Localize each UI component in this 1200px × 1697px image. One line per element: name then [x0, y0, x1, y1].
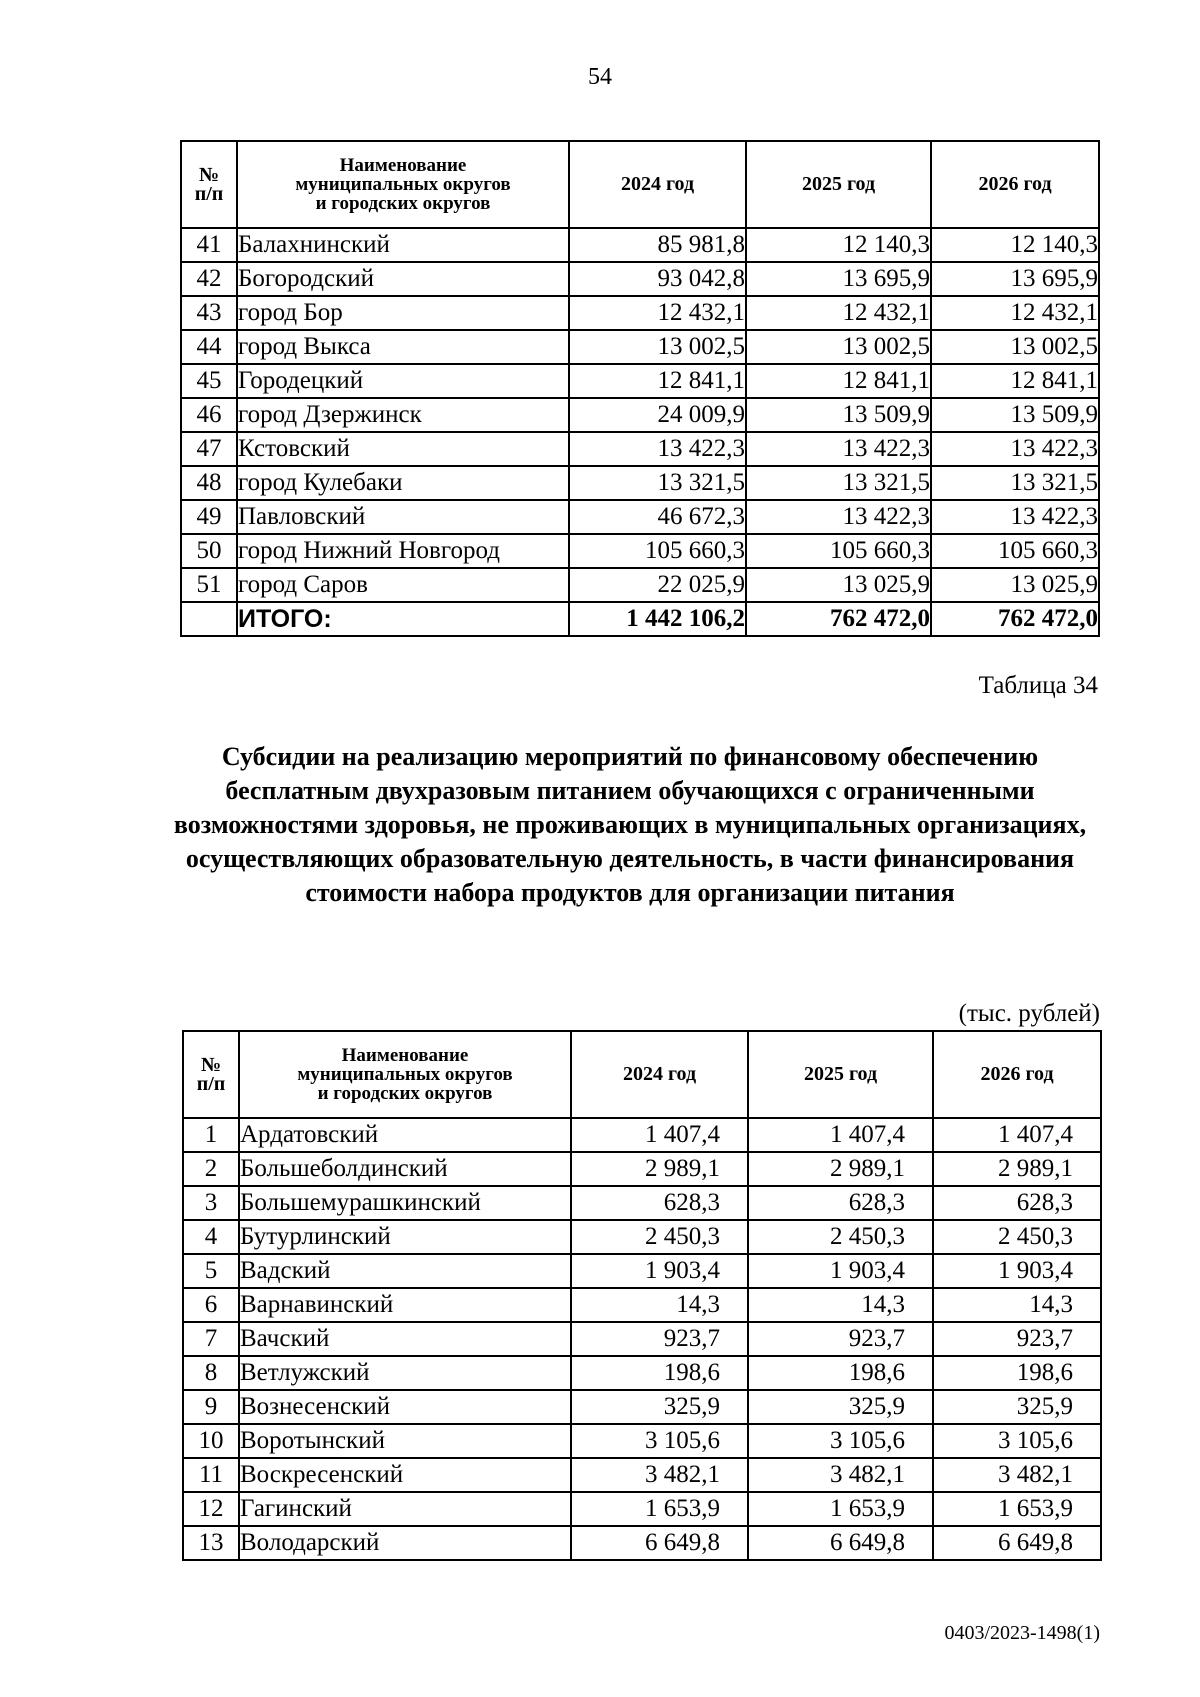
row-municipality: Ардатовский	[239, 1118, 571, 1152]
row-number: 45	[181, 364, 237, 398]
table-row	[181, 568, 1099, 602]
row-number: 47	[181, 432, 237, 466]
row-value-2024: 3 482,1	[571, 1458, 748, 1492]
table-allocations-continued	[180, 140, 1100, 637]
row-value-2024: 13 321,5	[569, 466, 746, 500]
row-value-2024: 12 432,1	[569, 296, 746, 330]
table-row	[183, 1152, 1101, 1186]
row-value-2024: 24 009,9	[569, 398, 746, 432]
row-value-2026: 12 432,1	[931, 296, 1099, 330]
row-number: 43	[181, 296, 237, 330]
row-value-2025: 628,3	[748, 1186, 933, 1220]
row-value-2026: 12 841,1	[931, 364, 1099, 398]
row-value-2024: 1 407,4	[571, 1118, 748, 1152]
row-municipality: Воскресенский	[239, 1458, 571, 1492]
table-row	[183, 1118, 1101, 1152]
row-value-2026: 2 450,3	[933, 1220, 1101, 1254]
row-value-2024: 923,7	[571, 1322, 748, 1356]
row-number: 42	[181, 262, 237, 296]
row-municipality: Володарский	[239, 1526, 571, 1560]
header-2024: 2024 год	[569, 141, 746, 228]
row-value-2026: 13 422,3	[931, 432, 1099, 466]
table-row	[181, 330, 1099, 364]
row-value-2025: 923,7	[748, 1322, 933, 1356]
row-number: 41	[181, 228, 237, 262]
table-row	[183, 1186, 1101, 1220]
row-value-2026: 6 649,8	[933, 1526, 1101, 1560]
row-value-2024: 198,6	[571, 1356, 748, 1390]
row-value-2026: 198,6	[933, 1356, 1101, 1390]
row-value-2025: 1 903,4	[748, 1254, 933, 1288]
row-value-2024: 46 672,3	[569, 500, 746, 534]
row-number: 10	[183, 1424, 239, 1458]
row-value-2025: 12 432,1	[746, 296, 931, 330]
row-value-2025: 1 407,4	[748, 1118, 933, 1152]
row-value-2025: 13 422,3	[746, 432, 931, 466]
row-value-2025: 105 660,3	[746, 534, 931, 568]
row-value-2026: 13 002,5	[931, 330, 1099, 364]
total-value-2026: 762 472,0	[931, 602, 1099, 636]
table-label: Таблица 34	[978, 672, 1098, 699]
table-row	[181, 262, 1099, 296]
row-value-2024: 325,9	[571, 1390, 748, 1424]
row-value-2024: 22 025,9	[569, 568, 746, 602]
row-municipality: Богородский	[237, 262, 569, 296]
row-value-2026: 628,3	[933, 1186, 1101, 1220]
row-municipality: Воротынский	[239, 1424, 571, 1458]
row-number: 46	[181, 398, 237, 432]
row-value-2025: 2 450,3	[748, 1220, 933, 1254]
row-municipality: город Кулебаки	[237, 466, 569, 500]
page-number: 54	[588, 64, 612, 90]
row-municipality: Большеболдинский	[239, 1152, 571, 1186]
row-value-2025: 13 695,9	[746, 262, 931, 296]
table-row	[183, 1526, 1101, 1560]
table-row	[183, 1424, 1101, 1458]
row-municipality: Варнавинский	[239, 1288, 571, 1322]
row-number: 7	[183, 1322, 239, 1356]
row-value-2025: 198,6	[748, 1356, 933, 1390]
row-number: 49	[181, 500, 237, 534]
row-value-2026: 13 025,9	[931, 568, 1099, 602]
row-municipality: Вачский	[239, 1322, 571, 1356]
table-header-row	[183, 1031, 1101, 1118]
row-number: 1	[183, 1118, 239, 1152]
row-municipality: город Бор	[237, 296, 569, 330]
row-value-2025: 12 140,3	[746, 228, 931, 262]
row-value-2025: 13 509,9	[746, 398, 931, 432]
row-number: 44	[181, 330, 237, 364]
row-number: 3	[183, 1186, 239, 1220]
table-row	[183, 1322, 1101, 1356]
header-municipality-name: Наименование муниципальных округов и городских округов	[237, 141, 569, 228]
table-row	[181, 228, 1099, 262]
row-value-2024: 1 653,9	[571, 1492, 748, 1526]
row-value-2025: 325,9	[748, 1390, 933, 1424]
row-value-2024: 14,3	[571, 1288, 748, 1322]
header-municipality-name: Наименование муниципальных округов и городских округов	[239, 1031, 571, 1118]
table-row	[181, 466, 1099, 500]
table-title: Субсидии на реализацию мероприятий по финансовому обеспечению бесплатным двухразовым питанием обучающихся с ограниченными возможностями здоровья, не проживающих в муниципальных организациях, осуществляющих образовательную деятельность, в части финансирования стоимости набора продуктов для организации питания	[173, 742, 1087, 907]
header-2024: 2024 год	[571, 1031, 748, 1118]
row-value-2026: 325,9	[933, 1390, 1101, 1424]
row-number: 13	[183, 1526, 239, 1560]
row-number: 9	[183, 1390, 239, 1424]
row-municipality: Городецкий	[237, 364, 569, 398]
table-header-row	[181, 141, 1099, 228]
row-value-2024: 93 042,8	[569, 262, 746, 296]
row-number: 5	[183, 1254, 239, 1288]
row-municipality: Бутурлинский	[239, 1220, 571, 1254]
header-2025: 2025 год	[748, 1031, 933, 1118]
units-label: (тыс. рублей)	[958, 1000, 1100, 1027]
table-row	[183, 1390, 1101, 1424]
row-municipality: Павловский	[237, 500, 569, 534]
row-value-2026: 14,3	[933, 1288, 1101, 1322]
row-value-2024: 3 105,6	[571, 1424, 748, 1458]
row-value-2025: 14,3	[748, 1288, 933, 1322]
table-subsidies-meals	[182, 1030, 1102, 1561]
table-row	[181, 500, 1099, 534]
row-value-2026: 13 695,9	[931, 262, 1099, 296]
table-row	[181, 398, 1099, 432]
row-value-2024: 12 841,1	[569, 364, 746, 398]
row-municipality: Вознесенский	[239, 1390, 571, 1424]
row-value-2026: 923,7	[933, 1322, 1101, 1356]
document-code: 0403/2023-1498(1)	[944, 1622, 1100, 1644]
table-row	[183, 1288, 1101, 1322]
row-municipality: Ветлужский	[239, 1356, 571, 1390]
total-label: ИТОГО:	[237, 602, 569, 636]
row-value-2026: 1 653,9	[933, 1492, 1101, 1526]
total-value-2025: 762 472,0	[746, 602, 931, 636]
row-value-2025: 13 422,3	[746, 500, 931, 534]
row-number: 8	[183, 1356, 239, 1390]
row-number: 12	[183, 1492, 239, 1526]
row-municipality: Гагинский	[239, 1492, 571, 1526]
header-number: № п/п	[183, 1031, 239, 1118]
row-value-2026: 3 105,6	[933, 1424, 1101, 1458]
row-municipality: Большемурашкинский	[239, 1186, 571, 1220]
row-number: 51	[181, 568, 237, 602]
row-number: 50	[181, 534, 237, 568]
row-value-2024: 628,3	[571, 1186, 748, 1220]
row-value-2026: 12 140,3	[931, 228, 1099, 262]
row-municipality: Балахнинский	[237, 228, 569, 262]
row-municipality: Вадский	[239, 1254, 571, 1288]
row-municipality: город Саров	[237, 568, 569, 602]
row-value-2026: 3 482,1	[933, 1458, 1101, 1492]
row-value-2024: 2 989,1	[571, 1152, 748, 1186]
row-value-2024: 2 450,3	[571, 1220, 748, 1254]
header-2026: 2026 год	[933, 1031, 1101, 1118]
row-municipality: город Нижний Новгород	[237, 534, 569, 568]
row-value-2024: 6 649,8	[571, 1526, 748, 1560]
row-value-2025: 13 025,9	[746, 568, 931, 602]
row-value-2025: 13 321,5	[746, 466, 931, 500]
row-value-2025: 13 002,5	[746, 330, 931, 364]
total-number	[181, 602, 237, 636]
row-value-2025: 3 482,1	[748, 1458, 933, 1492]
row-number: 11	[183, 1458, 239, 1492]
table-row	[183, 1492, 1101, 1526]
table-row	[183, 1220, 1101, 1254]
table-row	[183, 1458, 1101, 1492]
row-value-2026: 13 422,3	[931, 500, 1099, 534]
row-value-2026: 2 989,1	[933, 1152, 1101, 1186]
row-value-2025: 6 649,8	[748, 1526, 933, 1560]
row-value-2024: 13 002,5	[569, 330, 746, 364]
row-value-2024: 85 981,8	[569, 228, 746, 262]
row-value-2026: 13 509,9	[931, 398, 1099, 432]
row-value-2025: 2 989,1	[748, 1152, 933, 1186]
row-value-2025: 3 105,6	[748, 1424, 933, 1458]
row-municipality: Кстовский	[237, 432, 569, 466]
table-row	[183, 1254, 1101, 1288]
row-value-2024: 13 422,3	[569, 432, 746, 466]
table-total-row	[181, 602, 1099, 636]
row-municipality: город Выкса	[237, 330, 569, 364]
row-number: 6	[183, 1288, 239, 1322]
row-number: 4	[183, 1220, 239, 1254]
row-value-2025: 12 841,1	[746, 364, 931, 398]
table-row	[181, 534, 1099, 568]
row-municipality: город Дзержинск	[237, 398, 569, 432]
table-row	[183, 1356, 1101, 1390]
table-row	[181, 432, 1099, 466]
row-number: 48	[181, 466, 237, 500]
table-row	[181, 364, 1099, 398]
row-value-2025: 1 653,9	[748, 1492, 933, 1526]
table-row	[181, 296, 1099, 330]
row-value-2026: 1 407,4	[933, 1118, 1101, 1152]
total-value-2024: 1 442 106,2	[569, 602, 746, 636]
row-value-2026: 13 321,5	[931, 466, 1099, 500]
row-value-2024: 1 903,4	[571, 1254, 748, 1288]
header-2026: 2026 год	[931, 141, 1099, 228]
row-value-2026: 105 660,3	[931, 534, 1099, 568]
header-number: № п/п	[181, 141, 237, 228]
row-value-2026: 1 903,4	[933, 1254, 1101, 1288]
row-number: 2	[183, 1152, 239, 1186]
header-2025: 2025 год	[746, 141, 931, 228]
row-value-2024: 105 660,3	[569, 534, 746, 568]
